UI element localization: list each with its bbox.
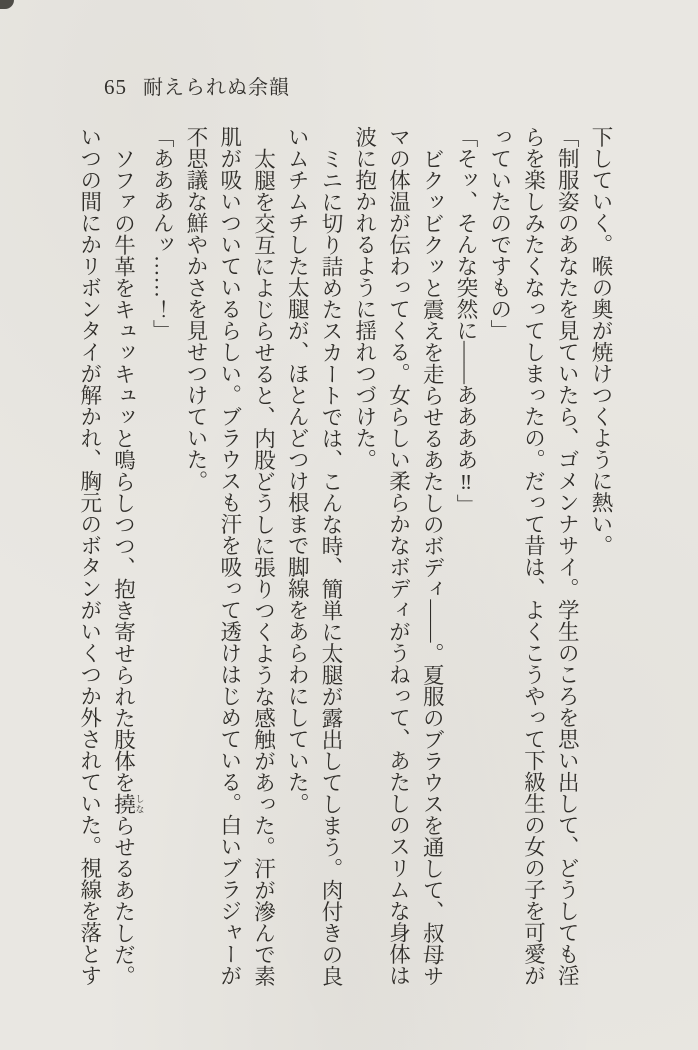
ruby-annotated-word: 撓 しな: [111, 792, 145, 814]
paragraph: 「あああんッ……！」: [150, 126, 175, 341]
paragraph: 「制服姿のあなたを見ていたら、ゴメンナサイ。学生のころを思い出して、どうしても淫らを楽しみたくなってしまったの。だって昔は、よくこうやって下級生の女の子を可愛がっていたのですもの」: [487, 126, 580, 986]
paragraph: 「そッ、そんな突然に――ああああ‼」: [454, 126, 478, 516]
paragraph: ソファの牛革をキュッキュッと鳴らしつつ、抱き寄せられた肢体を撓 しならせるあたしだ。いつの間にかリボンタイが解かれ、胸元のボタンがいくつか外されていた。視線を落とす: [77, 126, 145, 986]
paragraph: 太腿を交互によじらせると、内股どうしに張りつくような感触があった。汗が滲んで素肌が吸いついているらしい。ブラウスも汗を吸って透けはじめている。白いブラジャーが不思議な鮮やかさを見せつけていた。: [184, 126, 276, 986]
paragraph: ビクッビクッと震えを走らせるあたしのボディ――。夏服のブラウスを通して、叔母サマの体温が伝わってくる。女らしい柔らかなボディがうねって、あたしのスリムな身体は波に抱かれるように揺れつづけた。: [352, 126, 445, 986]
page-number: 65: [104, 75, 127, 99]
paragraph: ミニに切り詰めたスカートでは、こんな時、簡単に太腿が露出してしまう。肉付きの良いムチムチした太腿が、ほとんどつけ根まで脚線をあらわにしていた。: [285, 126, 343, 986]
paragraph: 下していく。喉の奥が焼けつくように熱い。: [589, 126, 613, 556]
text-block: [77, 126, 617, 994]
running-header: [104, 71, 290, 100]
scan-edge-artifact: [0, 0, 14, 9]
chapter-title: 耐えられぬ余韻: [143, 77, 290, 99]
